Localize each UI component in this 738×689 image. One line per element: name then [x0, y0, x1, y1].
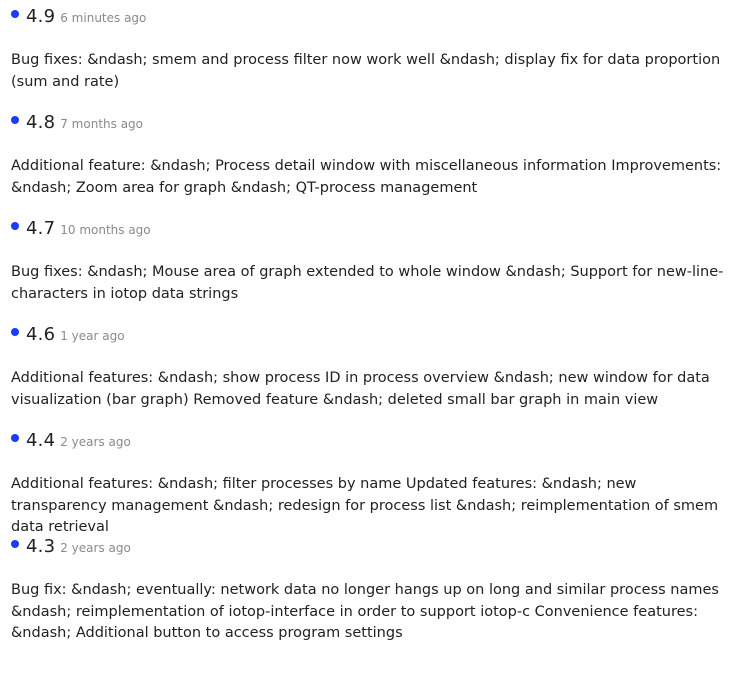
release-notes: Additional feature: &ndash; Process detail window with miscellaneous information Improvements: &ndash; Zoom area for graph &ndash; QT-process management	[11, 158, 722, 196]
release-version: 4.7	[26, 218, 56, 239]
release-notes: Additional features: &ndash; filter processes by name Updated features: &ndash; new transparency management &ndash; redesign for process list &ndash; reimplementation of smem data retrieval	[11, 476, 719, 535]
release-entry	[11, 530, 738, 660]
release-entry	[11, 0, 738, 106]
release-entry	[11, 106, 738, 212]
release-version: 4.6	[26, 324, 56, 345]
bullet-dot-icon	[11, 10, 19, 18]
release-entry	[11, 424, 738, 535]
release-time: 7 months ago	[60, 117, 144, 131]
release-entry	[11, 318, 738, 424]
release-version: 4.4	[26, 430, 56, 451]
release-notes: Additional features: &ndash; show process ID in process overview &ndash; new window for data visualization (bar graph) Removed feature &ndash; deleted small bar graph in main view	[11, 370, 710, 408]
release-version: 4.3	[26, 536, 56, 557]
bullet-dot-icon	[11, 540, 19, 548]
release-header	[11, 318, 738, 356]
release-header	[11, 530, 738, 568]
release-header	[11, 424, 738, 462]
release-version: 4.8	[26, 112, 56, 133]
release-notes: Bug fix: &ndash; eventually: network data no longer hangs up on long and similar process names &ndash; reimplementation of iotop-interface in order to support iotop-c Convenience features: &ndash; Additional button to access program settings	[11, 582, 719, 641]
release-time: 6 minutes ago	[60, 11, 147, 25]
release-entry	[11, 212, 738, 318]
bullet-dot-icon	[11, 222, 19, 230]
release-header	[11, 212, 738, 250]
release-header	[11, 106, 738, 144]
bullet-dot-icon	[11, 434, 19, 442]
release-time: 2 years ago	[60, 541, 131, 555]
release-time: 10 months ago	[60, 223, 151, 237]
bullet-dot-icon	[11, 328, 19, 336]
release-version: 4.9	[26, 6, 56, 27]
release-time: 1 year ago	[60, 329, 125, 343]
release-notes: Bug fixes: &ndash; Mouse area of graph extended to whole window &ndash; Support for new-line-characters in iotop data strings	[11, 264, 724, 302]
release-header	[11, 0, 738, 38]
release-notes: Bug fixes: &ndash; smem and process filter now work well &ndash; display fix for data proportion (sum and rate)	[11, 52, 721, 90]
release-time: 2 years ago	[60, 435, 131, 449]
bullet-dot-icon	[11, 116, 19, 124]
